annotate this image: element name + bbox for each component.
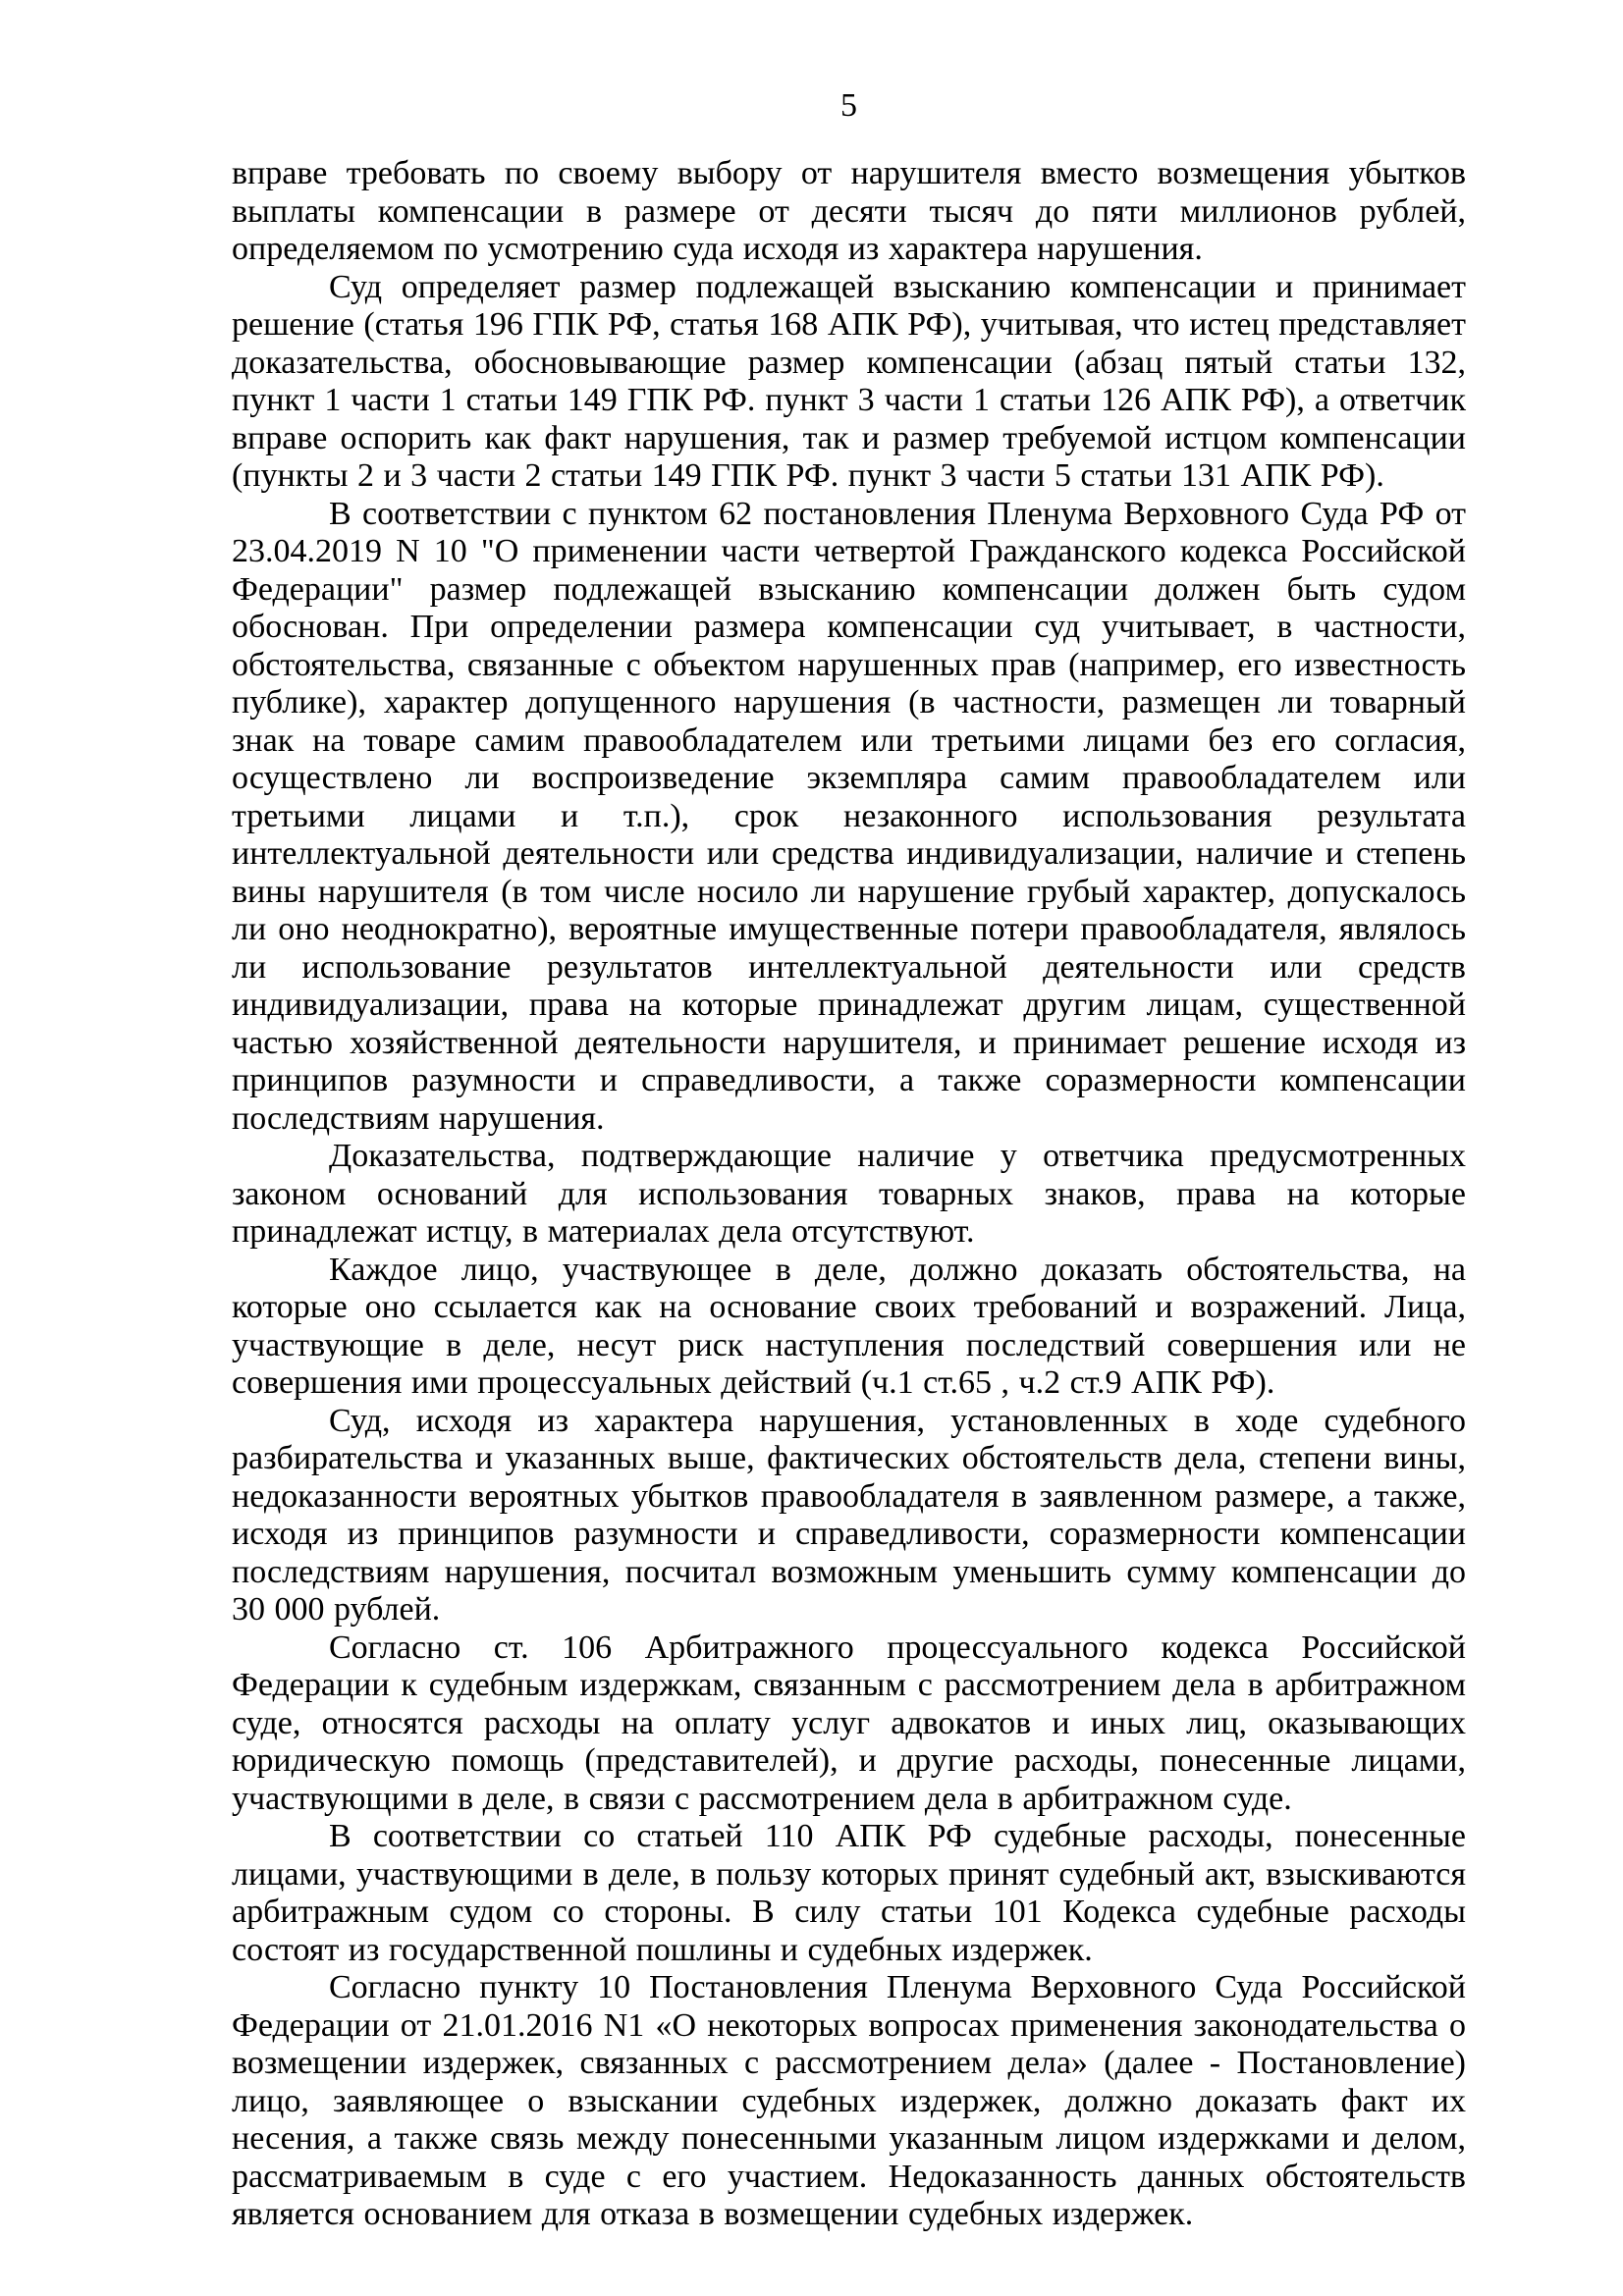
page-number: 5: [840, 87, 857, 124]
paragraph: Согласно ст. 106 Арбитражного процессуального кодекса Российской Федерации к судебным издержкам, связанным с рассмотрением дела в арбитражном суде, относятся расходы на оплату услуг адвокатов и иных лиц, оказывающих юридическую помощь (представителей), и другие расходы, понесенные лицами, участвующими в деле, в связи с рассмотрением дела в арбитражном суде.: [232, 1629, 1466, 1817]
paragraph: Каждое лицо, участвующее в деле, должно доказать обстоятельства, на которые оно ссылается как на основание своих требований и возражений. Лица, участвующие в деле, несут риск наступления последствий совершения или не совершения ими процессуальных действий (ч.1 ст.65 , ч.2 ст.9 АПК РФ).: [232, 1251, 1466, 1401]
paragraph: В соответствии со статьей 110 АПК РФ судебные расходы, понесенные лицами, участвующими в деле, в пользу которых принят судебный акт, взыскиваются арбитражным судом со стороны. В силу статьи 101 Кодекса судебные расходы состоят из государственной пошлины и судебных издержек.: [232, 1818, 1466, 1968]
paragraph-continuation: вправе требовать по своему выбору от нарушителя вместо возмещения убытков выплаты компенсации в размере от десяти тысяч до пяти миллионов рублей, определяемом по усмотрению суда исходя из характера нарушения.: [232, 155, 1466, 267]
paragraph: Суд определяет размер подлежащей взысканию компенсации и принимает решение (статья 196 ГПК РФ, статья 168 АПК РФ), учитывая, что истец представляет доказательства, обосновывающие размер компенсации (абзац пятый статьи 132, пункт 1 части 1 статьи 149 ГПК РФ. пункт 3 части 1 статьи 126 АПК РФ), а ответчик вправе оспорить как факт нарушения, так и размер требуемой истцом компенсации (пункты 2 и 3 части 2 статьи 149 ГПК РФ. пункт 3 части 5 статьи 131 АПК РФ).: [232, 268, 1466, 494]
paragraph: В соответствии с пунктом 62 постановления Пленума Верховного Суда РФ от 23.04.2019 N 10 "О применении части четвертой Гражданского кодекса Российской Федерации" размер подлежащей взысканию компенсации должен быть судом обоснован. При определении размера компенсации суд учитывает, в частности, обстоятельства, связанные с объектом нарушенных прав (например, его известность публике), характер допущенного нарушения (в частности, размещен ли товарный знак на товаре самим правообладателем или третьими лицами без его согласия, осуществлено ли воспроизведение экземпляра самим правообладателем или третьими лицами и т.п.), срок незаконного использования результата интеллектуальной деятельности или средства индивидуализации, наличие и степень вины нарушителя (в том числе носило ли нарушение грубый характер, допускалось ли оно неоднократно), вероятные имущественные потери правообладателя, являлось ли использование результатов интеллектуальной деятельности или средств индивидуализации, права на которые принадлежат другим лицам, существенной частью хозяйственной деятельности нарушителя, и принимает решение исходя из принципов разумности и справедливости, а также соразмерности компенсации последствиям нарушения.: [232, 495, 1466, 1137]
paragraph: Согласно пункту 10 Постановления Пленума Верховного Суда Российской Федерации от 21.01.2016 N1 «О некоторых вопросах применения законодательства о возмещении издержек, связанных с рассмотрением дела» (далее - Постановление) лицо, заявляющее о взыскании судебных издержек, должно доказать факт их несения, а также связь между понесенными указанным лицом издержками и делом, рассматриваемым в суде с его участием. Недоказанность данных обстоятельств является основанием для отказа в возмещении судебных издержек.: [232, 1969, 1466, 2232]
paragraph: Суд, исходя из характера нарушения, установленных в ходе судебного разбирательства и указанных выше, фактических обстоятельств дела, степени вины, недоказанности вероятных убытков правообладателя в заявленном размере, а также, исходя из принципов разумности и справедливости, соразмерности компенсации последствиям нарушения, посчитал возможным уменьшить сумму компенсации до 30 000 рублей.: [232, 1402, 1466, 1628]
paragraph: Доказательства, подтверждающие наличие у ответчика предусмотренных законом оснований для использования товарных знаков, права на которые принадлежат истцу, в материалах дела отсутствуют.: [232, 1138, 1466, 1250]
document-body: [232, 155, 1466, 2234]
